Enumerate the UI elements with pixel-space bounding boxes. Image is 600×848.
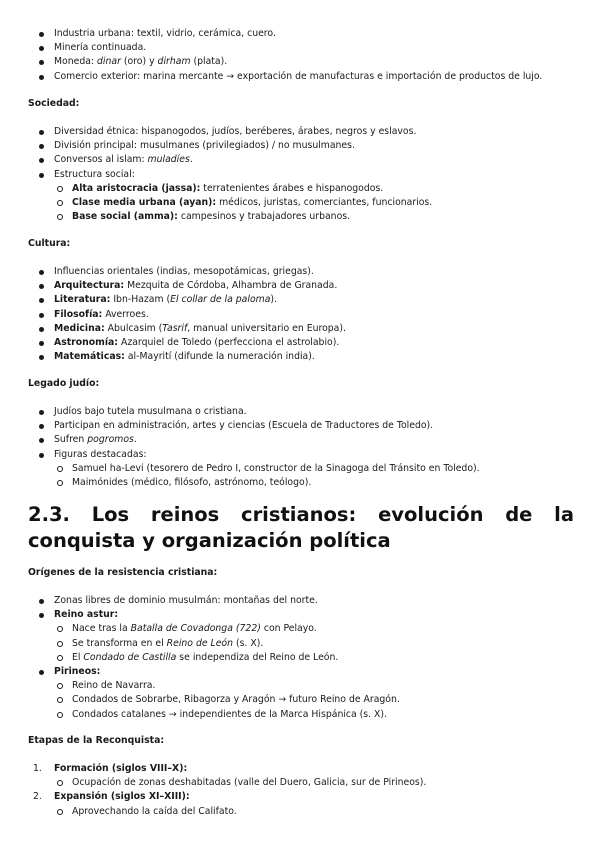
list-item: Pirineos:: [0, 665, 600, 679]
list-item: Sufren pogromos.: [0, 433, 600, 447]
jewish-heading: Legado judío:: [28, 378, 100, 389]
list-item: Minería continuada.: [0, 41, 600, 55]
culture-list: [0, 265, 600, 364]
sub-list-item: Alta aristocracia (jassa): terratenientes árabes e hispanogodos.: [0, 182, 600, 196]
sub-list-item: Condados catalanes → independientes de la Marca Hispánica (s. X).: [0, 708, 600, 722]
list-item: Matemáticas: al-Mayrití (difunde la numeración india).: [0, 350, 600, 364]
sub-list-item: El Condado de Castilla se independiza del Reino de León.: [0, 651, 600, 665]
sub-list-item: Aprovechando la caída del Califato.: [0, 805, 600, 819]
list-item: Industria urbana: textil, vidrio, cerámica, cuero.: [0, 27, 600, 41]
society-heading: Sociedad:: [28, 98, 80, 109]
sub-list-item: Base social (amma): campesinos y trabajadores urbanos.: [0, 210, 600, 224]
list-item: Arquitectura: Mezquita de Córdoba, Alhambra de Granada.: [0, 279, 600, 293]
sub-list-item: Samuel ha-Levi (tesorero de Pedro I, constructor de la Sinagoga del Tránsito en Toledo).: [0, 462, 600, 476]
list-item: Zonas libres de dominio musulmán: montañas del norte.: [0, 594, 600, 608]
list-item: Judíos bajo tutela musulmana o cristiana.: [0, 405, 600, 419]
list-item: Influencias orientales (indias, mesopotámicas, griegas).: [0, 265, 600, 279]
sub-list-item: Reino de Navarra.: [0, 679, 600, 693]
sub-list-item: Se transforma en el Reino de León (s. X).: [0, 637, 600, 651]
list-item: Literatura: Ibn-Hazam (El collar de la paloma).: [0, 293, 600, 307]
economy-list: [0, 27, 600, 84]
stages-list: [0, 762, 600, 819]
list-item: Medicina: Abulcasim (Tasrif, manual universitario en Europa).: [0, 322, 600, 336]
culture-heading: Cultura:: [28, 238, 71, 249]
society-list: [0, 125, 600, 224]
stages-heading: Etapas de la Reconquista:: [28, 735, 165, 746]
sub-list-item: Nace tras la Batalla de Covadonga (722) con Pelayo.: [0, 622, 600, 636]
sub-list-item: Condados de Sobrarbe, Ribagorza y Aragón → futuro Reino de Aragón.: [0, 693, 600, 707]
list-item: Filosofía: Averroes.: [0, 308, 600, 322]
sub-list-item: Maimónides (médico, filósofo, astrónomo, teólogo).: [0, 476, 600, 490]
list-item: Estructura social:: [0, 168, 600, 182]
list-item: Figuras destacadas:: [0, 448, 600, 462]
numbered-item: 1. Formación (siglos VIII–X):: [33, 763, 188, 774]
list-item: Participan en administración, artes y ciencias (Escuela de Traductores de Toledo).: [0, 419, 600, 433]
numbered-item: 2. Expansión (siglos XI–XIII):: [33, 791, 190, 803]
list-item: División principal: musulmanes (privilegiados) / no musulmanes.: [0, 139, 600, 153]
list-item: Conversos al islam: muladíes.: [0, 153, 600, 167]
list-item: Moneda: dinar (oro) y dirham (plata).: [0, 55, 600, 69]
list-item: Comercio exterior: marina mercante → exportación de manufacturas e importación de productos de lujo.: [0, 70, 600, 84]
origins-list: [0, 594, 600, 722]
list-item: Diversidad étnica: hispanogodos, judíos, beréberes, árabes, negros y eslavos.: [0, 125, 600, 139]
section-title: 2.3. Los reinos cristianos: evolución de la conquista y organización política: [28, 503, 574, 552]
sub-list-item: Clase media urbana (ayan): médicos, juristas, comerciantes, funcionarios.: [0, 196, 600, 210]
sub-list-item: Ocupación de zonas deshabitadas (valle del Duero, Galicia, sur de Pirineos).: [0, 776, 600, 790]
jewish-list: [0, 405, 600, 490]
list-item: Reino astur:: [0, 608, 600, 622]
list-item: Astronomía: Azarquiel de Toledo (perfecciona el astrolabio).: [0, 336, 600, 350]
origins-heading: Orígenes de la resistencia cristiana:: [28, 567, 218, 578]
